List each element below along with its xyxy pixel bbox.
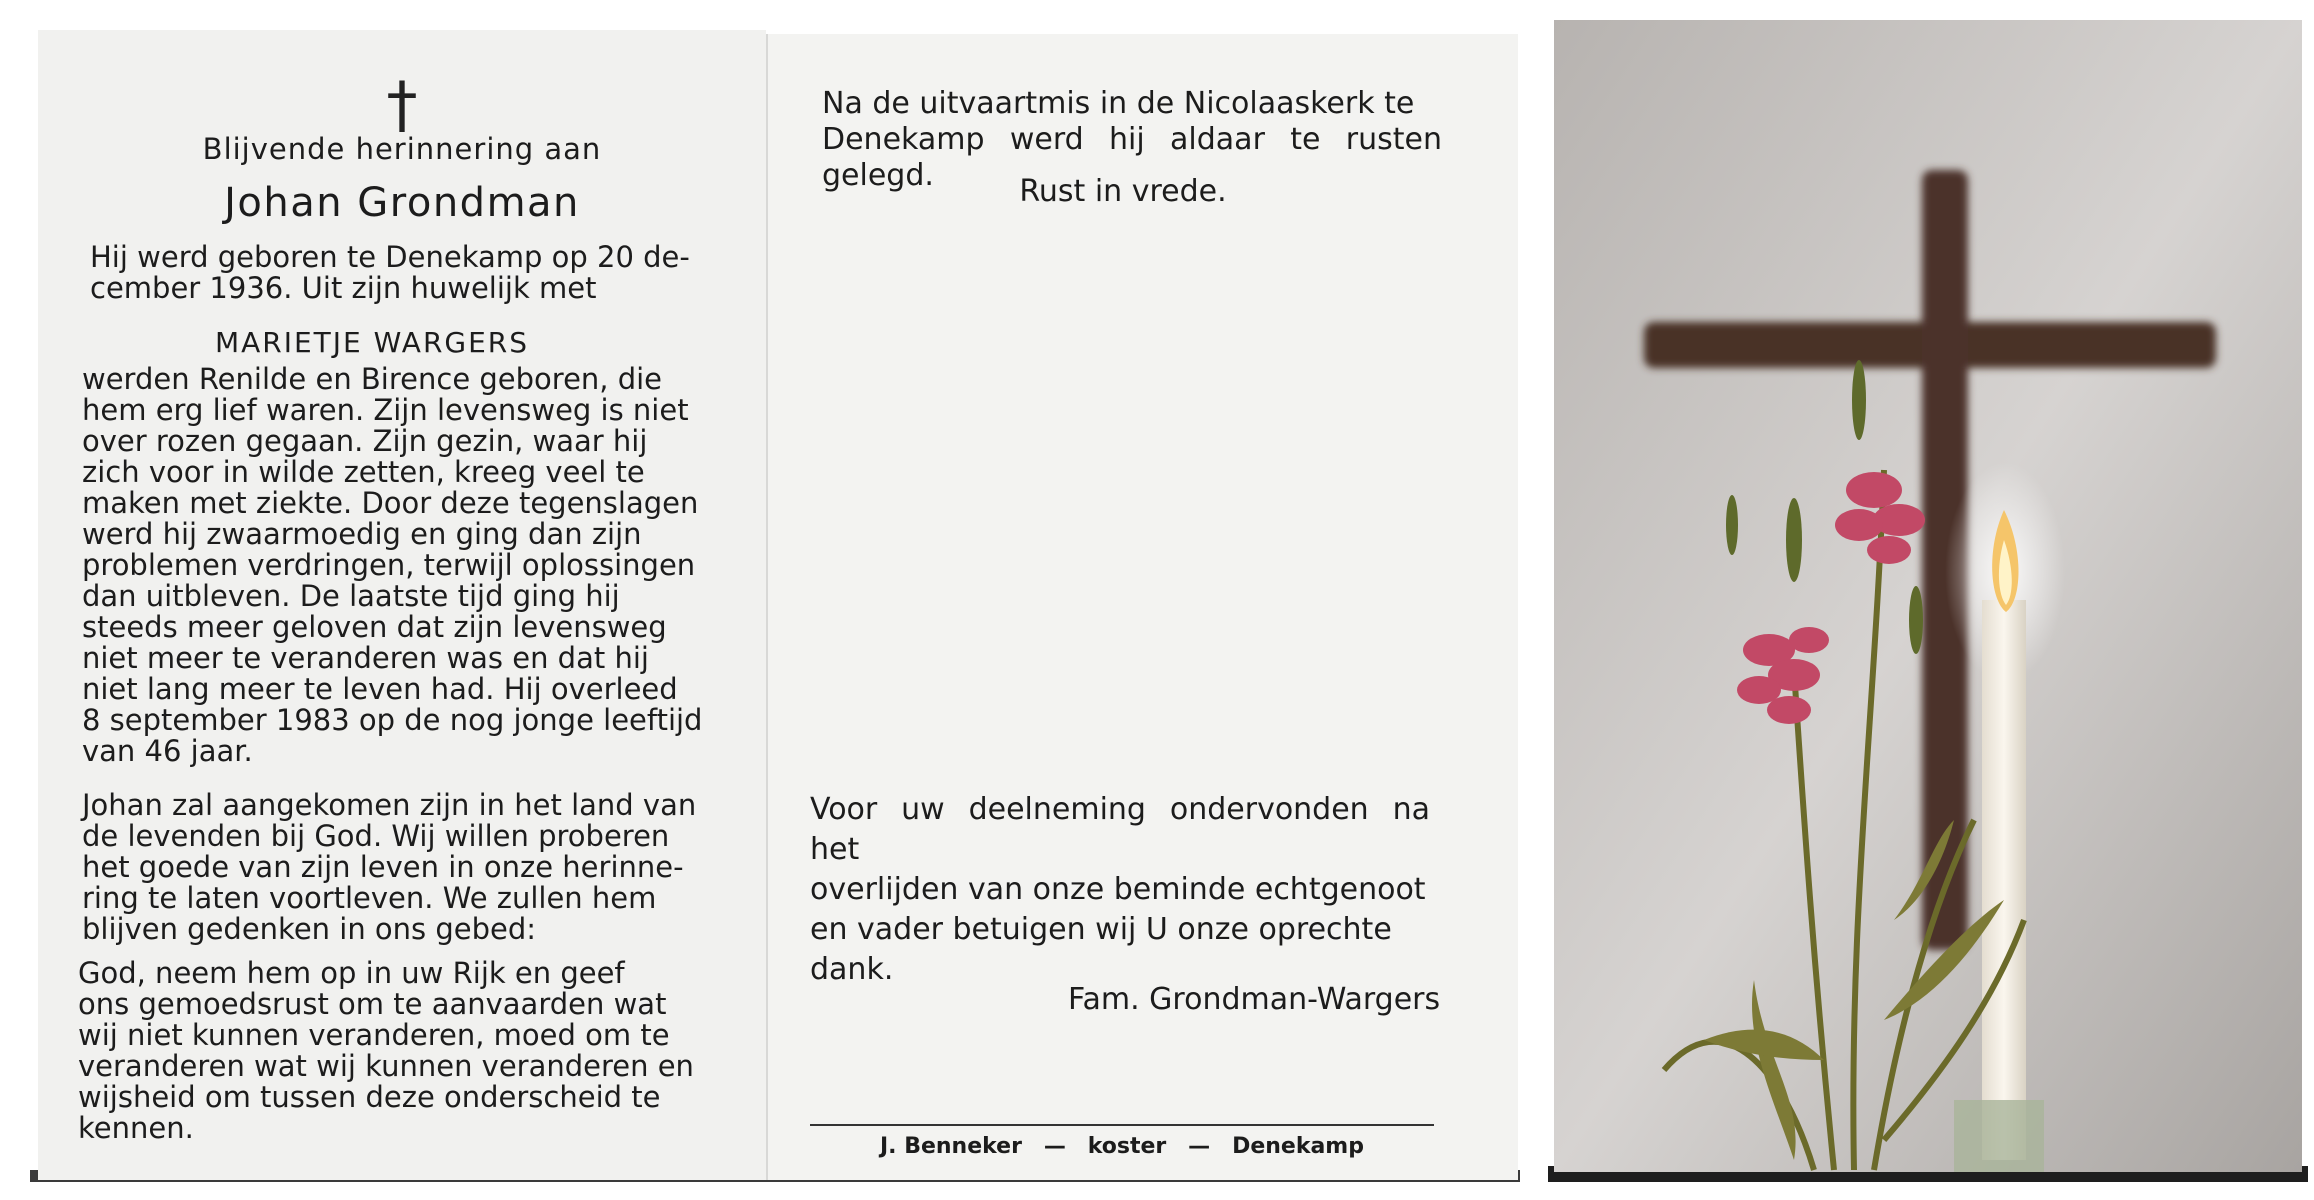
burial-text: Na de uitvaartmis in de Nicolaaskerk te Denekamp werd hij aldaar te rusten gelegd.	[822, 86, 1442, 193]
footer-dash: —	[1043, 1134, 1066, 1159]
footer-place: Denekamp	[1232, 1134, 1364, 1159]
footer-role: koster	[1087, 1134, 1167, 1159]
remembrance-paragraph: Johan zal aangekomen zijn in het land van de levenden bij God. Wij willen proberen het goede van zijn leven in onze herinne- ring te laten voortleven. We zullen hem blijven gedenken in ons gebed:	[82, 788, 697, 946]
footer-dash: —	[1188, 1134, 1211, 1159]
printer-footer	[810, 1134, 1434, 1159]
card-subtitle: Blijvende herinnering aan	[202, 132, 602, 166]
footer-divider	[810, 1124, 1434, 1126]
life-paragraph: werden Renilde en Birence geboren, die hem erg lief waren. Zijn levensweg is niet over rozen gegaan. Zijn gezin, waar hij zich voor in wilde zetten, kreeg veel te maken met ziekte. Door deze tegenslagen werd hij zwaarmoedig en ging dan zijn problemen verdringen, terwijl oplossingen dan uitbleven. De laatste tijd ging hij steeds meer geloven dat zijn levensweg niet meer te veranderen was en dat hij niet lang meer te leven had. Hij overleed 8 september 1983 op de nog jonge leeftijd van 46 jaar.	[82, 362, 703, 768]
rest-in-peace: Rust in vrede.	[1019, 174, 1227, 209]
birth-paragraph: Hij werd geboren te Denekamp op 20 de- cember 1936. Uit zijn huwelijk met	[90, 240, 690, 305]
spouse-name: MARIETJE WARGERS	[214, 326, 530, 359]
cross-candle-flowers-photo	[1554, 20, 2302, 1172]
thanks-text: Voor uw deelneming ondervonden na het overlijden van onze beminde echtgenoot en vader betuigen wij U onze oprechte dank.	[810, 792, 1430, 987]
photo-illustration	[1554, 20, 2302, 1172]
prayer-paragraph: God, neem hem op in uw Rijk en geef ons gemoedsrust om te aanvaarden wat wij niet kunnen veranderen, moed om te veranderen wat wij kunnen veranderen en wijsheid om tussen deze onderscheid te kennen.	[78, 956, 694, 1145]
candle	[1982, 600, 2026, 1160]
memorial-card-left-page	[38, 30, 766, 1180]
memorial-card-right-page	[766, 34, 1518, 1180]
cross-icon: †	[386, 68, 418, 141]
family-signature: Fam. Grondman-Wargers	[1068, 982, 1441, 1017]
footer-printer: J. Benneker	[880, 1134, 1022, 1159]
deceased-name: Johan Grondman	[224, 180, 580, 226]
